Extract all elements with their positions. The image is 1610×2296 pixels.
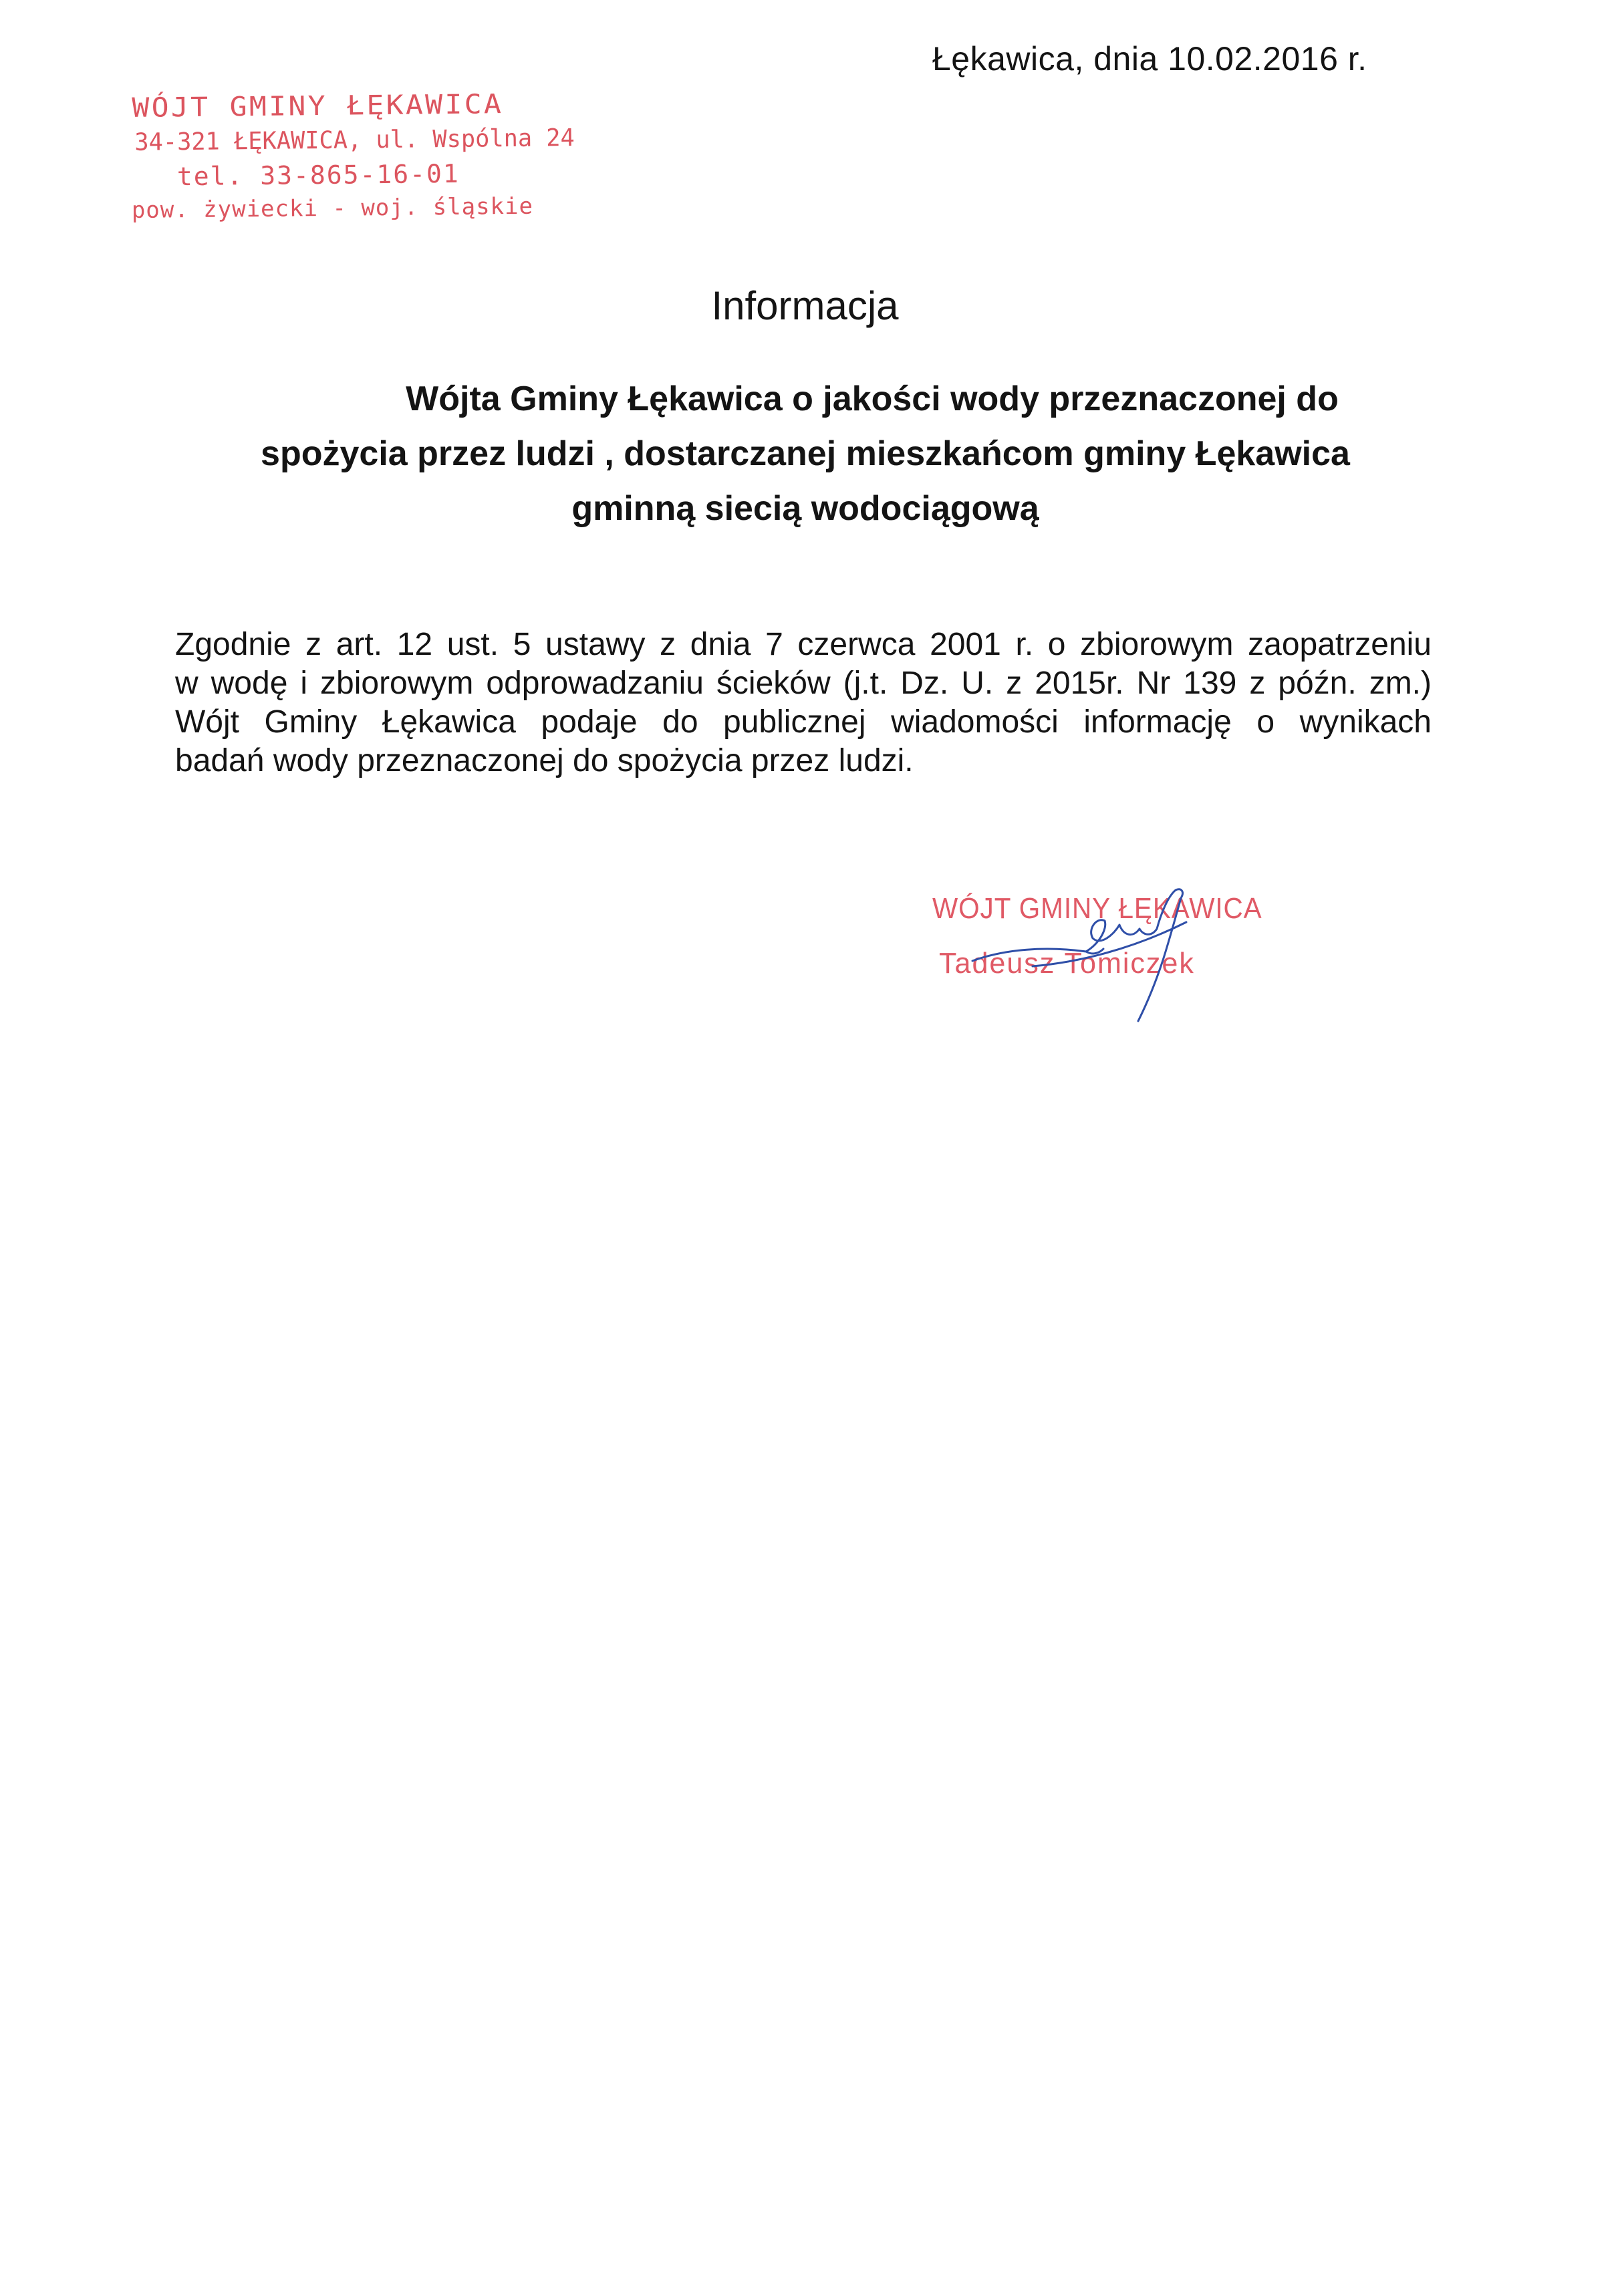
office-stamp bbox=[130, 86, 575, 227]
body-paragraph bbox=[175, 625, 1432, 780]
body-line-1: Zgodnie z art. 12 ust. 5 ustawy z dnia 7 czerwca 2001 r. o zbiorowym zaopatrzeniu bbox=[175, 627, 1432, 662]
subtitle-line-2: spożycia przez ludzi , dostarczanej mieszkańcom gminy Łękawica bbox=[261, 434, 1350, 473]
office-stamp-line-2: 34-321 ŁĘKAWICA, ul. Wspólna 24 bbox=[134, 124, 575, 156]
place-date: Łękawica, dnia 10.02.2016 r. bbox=[932, 40, 1367, 78]
office-stamp-line-4: pow. żywiecki - woj. śląskie bbox=[131, 192, 534, 224]
signature-stamp-title: WÓJT GMINY ŁĘKAWICA bbox=[932, 892, 1262, 925]
body-line-3: Wójt Gminy Łękawica podaje do publicznej wiadomości informację o wynikach bbox=[175, 704, 1432, 740]
handwritten-signature bbox=[932, 882, 1246, 1042]
office-stamp-line-1: WÓJT GMINY ŁĘKAWICA bbox=[132, 89, 504, 124]
subtitle-line-1: Wójta Gminy Łękawica o jakości wody przeznaczonej do bbox=[406, 380, 1339, 418]
document-subtitle bbox=[194, 372, 1417, 536]
office-stamp-line-3: tel. 33-865-16-01 bbox=[176, 158, 460, 192]
signature-stamp-name: Tadeusz Tomiczek bbox=[939, 947, 1195, 980]
body-line-4: badań wody przeznaczonej do spożycia przez ludzi. bbox=[175, 743, 914, 778]
subtitle-line-3: gminną siecią wodociągową bbox=[571, 489, 1039, 528]
body-line-2: w wodę i zbiorowym odprowadzaniu ścieków (j.t. Dz. U. z 2015r. Nr 139 z późn. zm.) bbox=[175, 666, 1432, 701]
document-title: Informacja bbox=[711, 283, 899, 328]
signature-stamp bbox=[932, 889, 1262, 1022]
